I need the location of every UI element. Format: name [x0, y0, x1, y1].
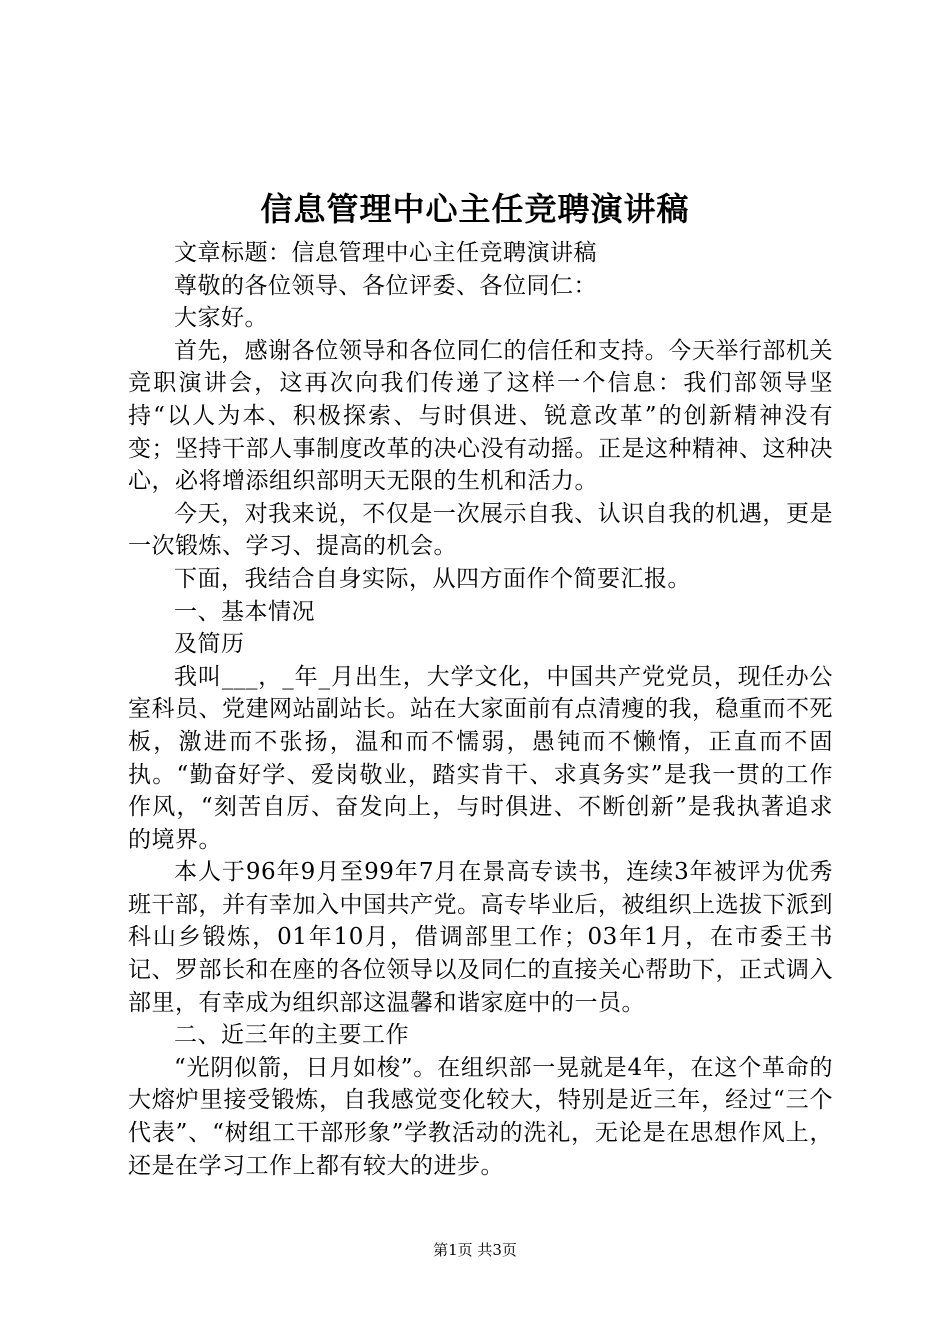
- paragraph-self-intro: 我叫___，_年_月出生，大学文化，中国共产党党员，现任办公室科员、党建网站副站长。站在大家面前有点清瘦的我，稳重而不死板，激进而不张扬，温和而不懦弱，愚钝而不懒惰，正直而不固执。“勤奋好学、爱岗敬业，踏实肯干、求真务实”是我一贯的工作作风，“刻苦自厉、奋发向上，与时俱进、不断创新”是我执著追求的境界。: [128, 663, 833, 853]
- paragraph-outline: 下面，我结合自身实际，从四方面作个简要汇报。: [174, 565, 691, 592]
- paragraph-work-summary: “光阴似箭，日月如梭”。在组织部一晃就是4年，在这个革命的大熔炉里接受锻炼，自我感觉变化较大，特别是近三年，经过“三个代表”、“树组工干部形象”学教活动的洗礼，无论是在思想作风上，还是在学习工作上都有较大的进步。: [128, 1054, 833, 1179]
- paragraph-opportunity: 今天，对我来说，不仅是一次展示自我、认识自我的机遇，更是一次锻炼、学习、提高的机会。: [128, 500, 833, 560]
- paragraph-history: 本人于96年9月至99年7月在景高专读书，连续3年被评为优秀班干部，并有幸加入中国共产党。高专毕业后，被组织上选拔下派到科山乡锻炼，01年10月，借调部里工作；03年1月，在市委王书记、罗部长和在座的各位领导以及同仁的直接关心帮助下，正式调入部里，有幸成为组织部这温馨和谐家庭中的一员。: [128, 859, 833, 1016]
- page-number-footer: 第1页 共3页: [433, 1241, 517, 1259]
- paragraph-greeting: 大家好。: [174, 305, 268, 332]
- section-heading-main-work: 二、近三年的主要工作: [174, 1022, 409, 1049]
- paragraph-salutation: 尊敬的各位领导、各位评委、各位同仁：: [174, 272, 597, 299]
- paragraph-article-title: 文章标题：信息管理中心主任竞聘演讲稿: [174, 240, 597, 266]
- section-subheading-resume: 及简历: [174, 631, 245, 658]
- document-title: 信息管理中心主任竞聘演讲稿: [260, 190, 690, 228]
- paragraph-thanks: 首先，感谢各位领导和各位同仁的信任和支持。今天举行部机关竞职演讲会，这再次向我们传递了这样一个信息：我们部领导坚持“以人为本、积极探索、与时俱进、锐意改革”的创新精神没有变；坚持干部人事制度改革的决心没有动摇。正是这种精神、这种决心，必将增添组织部明天无限的生机和活力。: [128, 337, 833, 495]
- document-body: [128, 237, 833, 1182]
- section-heading-basic-info: 一、基本情况: [174, 598, 315, 625]
